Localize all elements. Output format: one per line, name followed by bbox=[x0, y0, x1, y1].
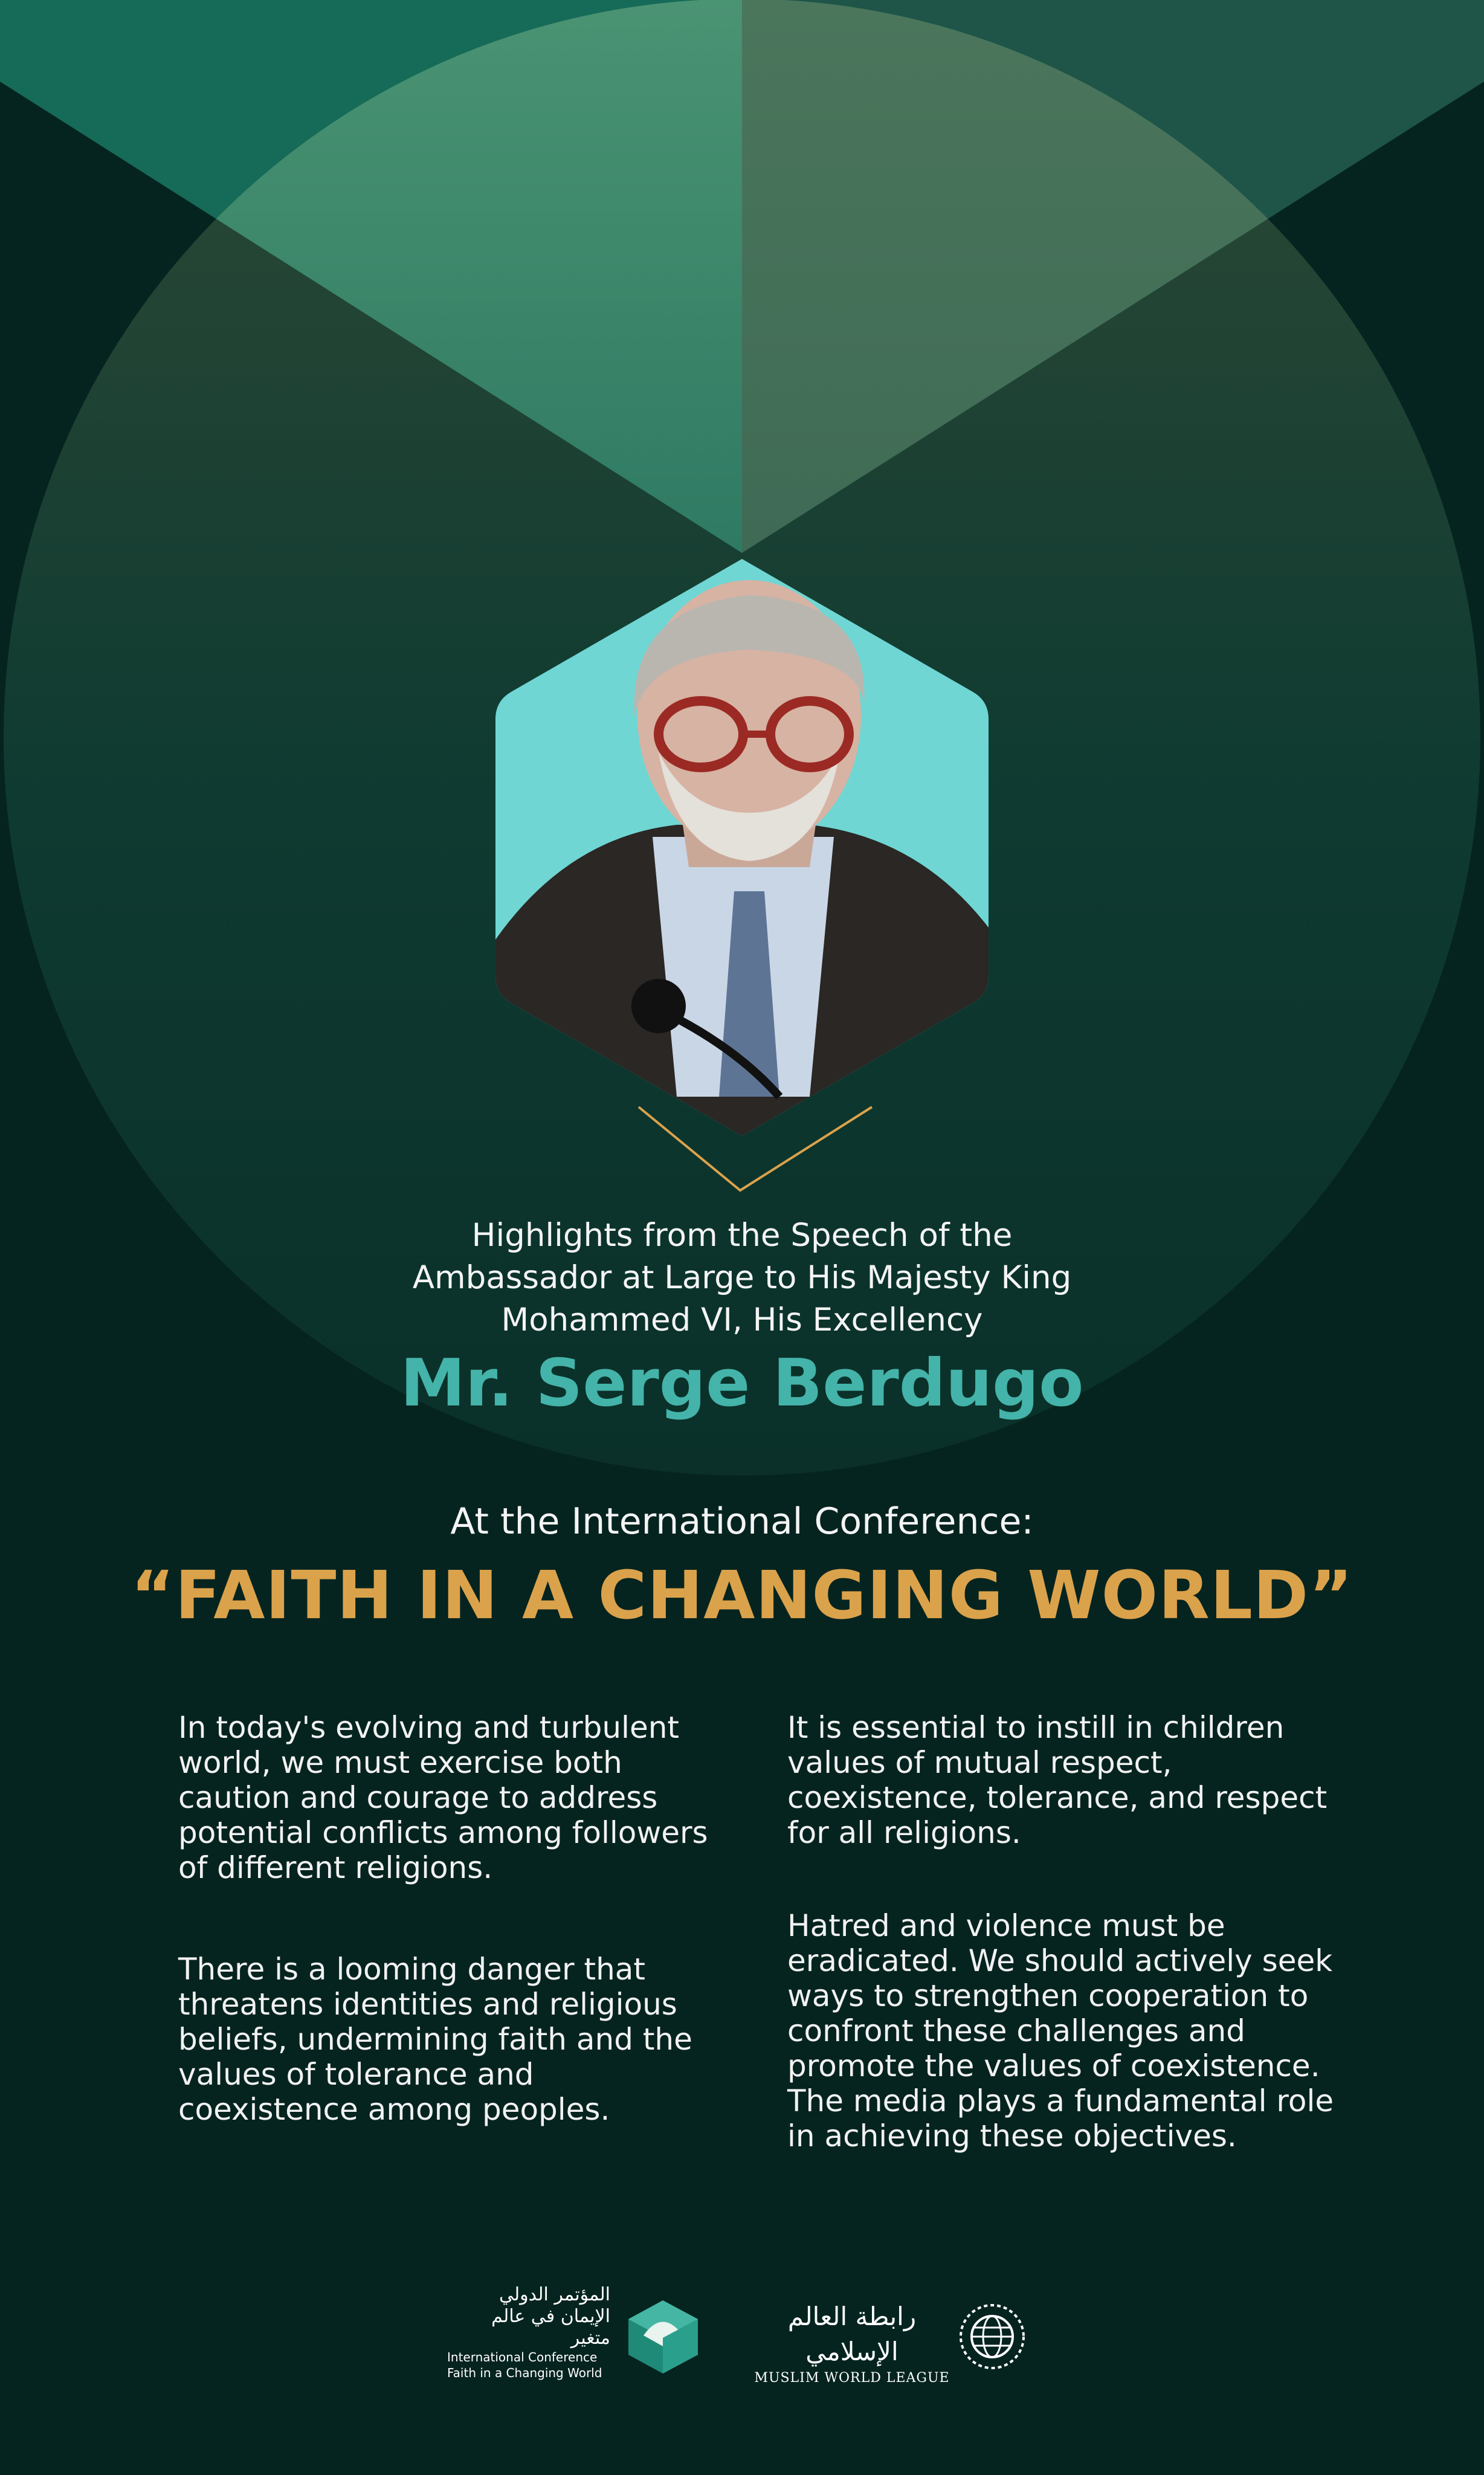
gold-chevron-divider bbox=[637, 1106, 873, 1199]
conference-logo-text bbox=[447, 2284, 610, 2381]
footer-logos bbox=[0, 2284, 1484, 2386]
conference-emblem-icon bbox=[625, 2299, 701, 2375]
speaker-portrait bbox=[495, 553, 989, 1157]
paragraph-left-1: In today's evolving and turbulent world, we must exercise both caution and courage to address potential conflicts among followers of different religions. bbox=[178, 1710, 708, 1885]
globe-emblem-icon bbox=[958, 2302, 1027, 2372]
intro-text bbox=[259, 1215, 1225, 1341]
intro-line-3: Mohammed VI, His Excellency bbox=[501, 1302, 983, 1338]
conference-logo-english-2: Faith in a Changing World bbox=[447, 2366, 602, 2380]
conference-logo-arabic-2: الإيمان في عالم متغير bbox=[491, 2306, 610, 2349]
conference-logo-english-1: International Conference bbox=[447, 2350, 598, 2364]
conference-logo-arabic-1: المؤتمر الدولي bbox=[499, 2284, 610, 2305]
paragraph-right-2: Hatred and violence must be eradicated. We should actively seek ways to strengthen cooperation to confront these challenges and promote the values of coexistence. The media plays a fundamental role in achieving these objectives. bbox=[787, 1908, 1334, 2154]
paragraph-right-1: It is essential to instill in children values of mutual respect, coexistence, tolerance, and respect for all religions. bbox=[787, 1710, 1328, 1850]
conference-label: At the International Conference: bbox=[450, 1500, 1034, 1543]
paragraph-left-2: There is a looming danger that threatens identities and religious beliefs, undermining faith and the values of tolerance and coexistence among peoples. bbox=[178, 1952, 692, 2127]
mwl-logo-text bbox=[752, 2299, 952, 2387]
mwl-logo-english: MUSLIM WORLD LEAGUE bbox=[754, 2370, 950, 2386]
speaker-name: Mr. Serge Berdugo bbox=[400, 1346, 1084, 1421]
intro-line-1: Highlights from the Speech of the bbox=[471, 1217, 1013, 1254]
mwl-logo-arabic: رابطة العالم الإسلامي bbox=[787, 2302, 917, 2366]
conference-title: “FAITH IN A CHANGING WORLD” bbox=[131, 1557, 1353, 1634]
intro-line-2: Ambassador at Large to His Majesty King bbox=[412, 1259, 1072, 1296]
